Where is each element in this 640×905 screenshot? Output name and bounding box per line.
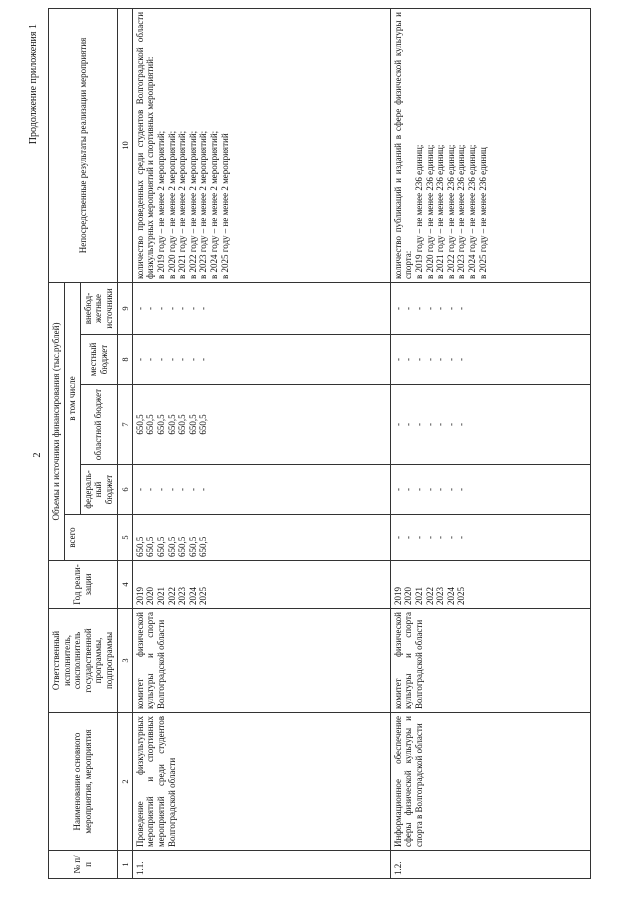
total-list: [132, 515, 390, 561]
extrabudget-value: -: [435, 307, 446, 310]
continuation-note: Продолжение приложения 1: [28, 24, 39, 145]
extrabudget-value: -: [155, 307, 166, 310]
col-header-including: в том числе: [64, 282, 80, 514]
federal-value: -: [177, 488, 188, 491]
local-value: -: [435, 358, 446, 361]
extrabudget-list: [390, 282, 590, 334]
total-value: -: [456, 536, 467, 539]
result-intro: количество публикаций и изданий в сфере физической культуры и спорта:: [392, 11, 414, 279]
total-value: 650,5: [155, 536, 166, 557]
total-value: -: [424, 536, 435, 539]
column-number: 4: [117, 561, 132, 609]
regional-value: 650,5: [166, 414, 177, 435]
year-value: 2023: [435, 587, 446, 605]
local-list: [390, 335, 590, 385]
year-value: 2025: [198, 587, 209, 605]
federal-value: -: [424, 488, 435, 491]
year-value: 2024: [187, 587, 198, 605]
activity-executor: комитет физической культуры и спорта Волгоградской области: [390, 609, 590, 713]
total-value: -: [435, 536, 446, 539]
extrabudget-value: -: [145, 307, 156, 310]
column-number: 2: [117, 713, 132, 851]
local-value: -: [456, 358, 467, 361]
regional-value: -: [403, 423, 414, 426]
extrabudget-value: -: [198, 307, 209, 310]
local-value: -: [445, 358, 456, 361]
federal-value: -: [413, 488, 424, 491]
regional-value: -: [392, 423, 403, 426]
extrabudget-value: -: [424, 307, 435, 310]
regional-value: -: [445, 423, 456, 426]
results-cell: [132, 8, 390, 282]
result-item: в 2023 году – не менее 2 мероприятий;: [198, 130, 209, 279]
federal-value: -: [187, 488, 198, 491]
activity-executor: комитет физической культуры и спорта Волгоградской области: [132, 609, 390, 713]
local-value: -: [155, 358, 166, 361]
col-header-local: местный бюджет: [80, 335, 117, 385]
col-header-extrabudget: внебюд-жетные источники: [80, 282, 117, 334]
total-value: 650,5: [177, 536, 188, 557]
regional-value: 650,5: [145, 414, 156, 435]
column-number-row: [117, 8, 132, 878]
column-number: 5: [117, 515, 132, 561]
local-value: -: [166, 358, 177, 361]
activities-table: [48, 8, 591, 879]
result-item: в 2022 году – не менее 2 мероприятий;: [187, 130, 198, 279]
result-item: в 2022 году – не менее 236 единиц;: [445, 144, 456, 279]
result-item: в 2025 году – не менее 236 единиц: [477, 147, 488, 279]
result-item: в 2023 году – не менее 236 единиц;: [456, 144, 467, 279]
result-item: в 2020 году – не менее 2 мероприятий;: [166, 130, 177, 279]
activity-name: Проведение физкультурных мероприятий и спортивных мероприятий среди студентов Волгоградской области: [132, 713, 390, 851]
total-value: -: [413, 536, 424, 539]
year-value: 2019: [134, 587, 145, 605]
column-number: 1: [117, 851, 132, 879]
local-value: -: [403, 358, 414, 361]
col-header-num: № п/п: [49, 851, 118, 879]
result-item: в 2021 году – не менее 236 единиц;: [435, 144, 446, 279]
regional-value: -: [456, 423, 467, 426]
local-value: -: [145, 358, 156, 361]
result-item: в 2021 году – не менее 2 мероприятий;: [177, 130, 188, 279]
total-value: -: [445, 536, 456, 539]
year-value: 2020: [145, 587, 156, 605]
regional-list: [390, 385, 590, 465]
extrabudget-value: -: [392, 307, 403, 310]
column-number: 9: [117, 282, 132, 334]
results-cell: [390, 8, 590, 282]
federal-value: -: [392, 488, 403, 491]
regional-value: 650,5: [187, 414, 198, 435]
table-row: [132, 8, 390, 878]
year-value: 2023: [177, 587, 188, 605]
col-header-financing: Объемы и источники финансирования (тыс.рублей): [49, 282, 65, 560]
federal-value: -: [198, 488, 209, 491]
year-list: [390, 561, 590, 609]
extrabudget-value: -: [166, 307, 177, 310]
federal-value: -: [435, 488, 446, 491]
row-number: 1.2.: [390, 851, 590, 879]
table-row: [390, 8, 590, 878]
col-header-regional: областной бюджет: [80, 385, 117, 465]
extrabudget-value: -: [445, 307, 456, 310]
col-header-results: Непосредственные результаты реализации мероприятия: [49, 8, 118, 282]
extrabudget-value: -: [187, 307, 198, 310]
local-list: [132, 335, 390, 385]
total-value: 650,5: [145, 536, 156, 557]
result-item: в 2024 году – не менее 2 мероприятий;: [208, 130, 219, 279]
regional-value: -: [413, 423, 424, 426]
total-value: 650,5: [134, 536, 145, 557]
year-value: 2022: [424, 587, 435, 605]
year-value: 2025: [456, 587, 467, 605]
regional-value: -: [435, 423, 446, 426]
result-intro: количество проведенных среди студентов Волгоградской области физкультурных мероприятий и спортивных мероприятий:: [134, 11, 156, 279]
regional-value: 650,5: [177, 414, 188, 435]
column-number: 10: [117, 8, 132, 282]
total-list: [390, 515, 590, 561]
extrabudget-value: -: [403, 307, 414, 310]
header-row: [49, 8, 65, 878]
year-value: 2021: [413, 587, 424, 605]
column-number: 7: [117, 385, 132, 465]
extrabudget-value: -: [456, 307, 467, 310]
row-number: 1.1.: [132, 851, 390, 879]
extrabudget-value: -: [134, 307, 145, 310]
result-item: в 2025 году – не менее 2 мероприятий: [219, 133, 230, 279]
local-value: -: [424, 358, 435, 361]
column-number: 8: [117, 335, 132, 385]
regional-value: 650,5: [134, 414, 145, 435]
page-number: 2: [32, 452, 43, 458]
local-value: -: [198, 358, 209, 361]
extrabudget-value: -: [177, 307, 188, 310]
total-value: 650,5: [187, 536, 198, 557]
regional-list: [132, 385, 390, 465]
column-number: 6: [117, 465, 132, 515]
col-header-name: Наименование основного мероприятия, мероприятия: [49, 713, 118, 851]
column-number: 3: [117, 609, 132, 713]
local-value: -: [413, 358, 424, 361]
total-value: -: [392, 536, 403, 539]
regional-value: -: [424, 423, 435, 426]
result-item: в 2024 году – не менее 236 единиц;: [466, 144, 477, 279]
year-value: 2022: [166, 587, 177, 605]
total-value: 650,5: [198, 536, 209, 557]
federal-value: -: [445, 488, 456, 491]
federal-value: -: [145, 488, 156, 491]
extrabudget-value: -: [413, 307, 424, 310]
federal-value: -: [134, 488, 145, 491]
col-header-total: всего: [64, 515, 117, 561]
federal-value: -: [403, 488, 414, 491]
total-value: 650,5: [166, 536, 177, 557]
year-value: 2020: [403, 587, 414, 605]
activity-name: Информационное обеспечение сферы физической культуры и спорта в Волгоградской области: [390, 713, 590, 851]
federal-list: [390, 465, 590, 515]
col-header-year: Год реали-зации: [49, 561, 118, 609]
local-value: -: [187, 358, 198, 361]
total-value: -: [403, 536, 414, 539]
result-item: в 2019 году – не менее 2 мероприятий;: [155, 130, 166, 279]
federal-value: -: [155, 488, 166, 491]
regional-value: 650,5: [198, 414, 209, 435]
federal-value: -: [166, 488, 177, 491]
extrabudget-list: [132, 282, 390, 334]
result-item: в 2019 году – не менее 236 единиц;: [413, 144, 424, 279]
year-value: 2024: [445, 587, 456, 605]
regional-value: 650,5: [155, 414, 166, 435]
col-header-federal: федераль-ный бюджет: [80, 465, 117, 515]
year-value: 2019: [392, 587, 403, 605]
local-value: -: [177, 358, 188, 361]
federal-value: -: [456, 488, 467, 491]
local-value: -: [134, 358, 145, 361]
federal-list: [132, 465, 390, 515]
local-value: -: [392, 358, 403, 361]
year-value: 2021: [155, 587, 166, 605]
col-header-executor: Ответственный исполнитель, соисполнитель государственной программы, подпрограммы: [49, 609, 118, 713]
year-list: [132, 561, 390, 609]
result-item: в 2020 году – не менее 236 единиц;: [424, 144, 435, 279]
